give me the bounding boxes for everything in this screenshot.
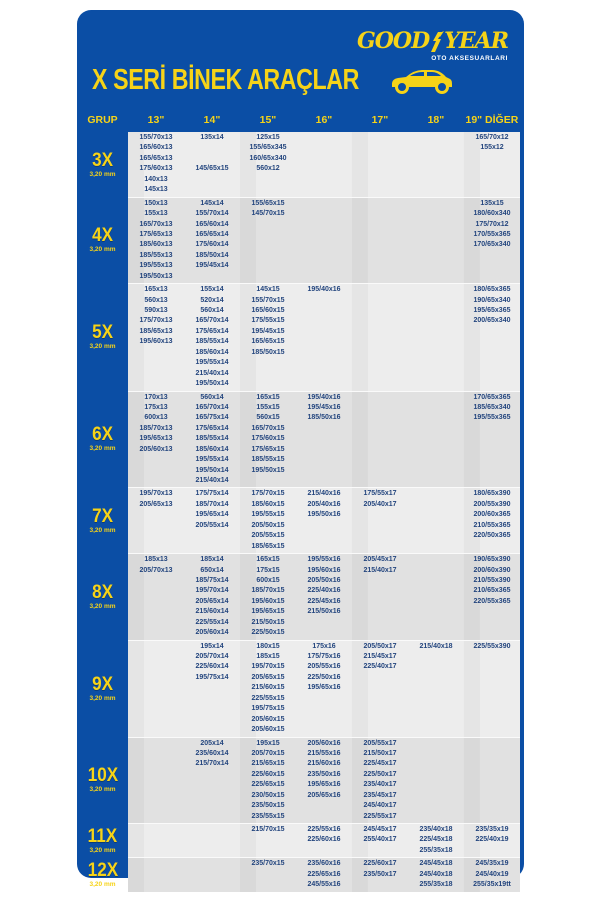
- size-cell: 255/40x17: [363, 836, 397, 844]
- size-cell: 175/70x12: [475, 220, 509, 228]
- group-name: 5X: [92, 322, 113, 344]
- size-cell: 145/70x15: [251, 210, 285, 218]
- logo-year-text: YEAR: [444, 28, 508, 54]
- size-cell: 225/60x17: [363, 860, 397, 868]
- size-cell: 205/50x17: [363, 642, 397, 650]
- size-cell: 215/40x18: [419, 642, 453, 650]
- size-cell: 155/70x14: [195, 210, 229, 218]
- size-cell: 205/60x13: [139, 445, 173, 453]
- size-cell: 195/45x16: [307, 403, 341, 411]
- size-cell: 155/70x13: [139, 134, 173, 141]
- size-cell: 245/40x19: [475, 870, 509, 878]
- size-cell: 165/60x13: [139, 144, 173, 152]
- size-cell: 215/65x15: [251, 760, 285, 768]
- group-name: 10X: [87, 765, 118, 787]
- size-cell: 165/60x14: [195, 220, 229, 228]
- size-cell: 205/55x17: [363, 739, 397, 747]
- size-cell: 165x15: [256, 393, 280, 401]
- size-cell: 195/70x15: [251, 663, 285, 671]
- size-cell: 195/50x16: [307, 511, 341, 519]
- size-cell: 195/75x15: [251, 705, 285, 713]
- size-cell: 195/45x14: [195, 262, 229, 270]
- size-cell: 235/50x15: [251, 802, 285, 810]
- size-cell: 225/50x15: [251, 629, 285, 637]
- size-cell: 180x15: [256, 642, 280, 650]
- group-label: [77, 132, 128, 197]
- size-cell: 225/65x16: [307, 870, 341, 878]
- group-label: [77, 283, 128, 390]
- size-cell: 225/45x18: [419, 836, 453, 844]
- size-cell: 225/50x17: [363, 770, 397, 778]
- size-cell: 170/55x365: [473, 230, 511, 238]
- size-cell: 195/55x15: [251, 511, 285, 519]
- group-gauge: 3,20 mm: [89, 694, 116, 702]
- size-cell: 200/60x390: [473, 566, 511, 574]
- size-cell: 185x15: [256, 653, 280, 660]
- size-cell: 235/70x15: [251, 860, 285, 868]
- size-cell: 165/70x15: [251, 424, 285, 432]
- size-cell: 225/40x17: [363, 663, 397, 671]
- size-cell: 195/70x13: [139, 490, 173, 498]
- group-name: 4X: [92, 225, 113, 247]
- size-cell: 165/65x15: [251, 338, 285, 346]
- size-cell: 235/40x18: [419, 826, 453, 833]
- size-cell: 195/75x14: [195, 673, 229, 681]
- size-cell: 195/65x15: [251, 608, 285, 616]
- size-cell: 205/60x15: [251, 715, 285, 723]
- size-cell: 235/40x17: [363, 781, 397, 789]
- size-cell: 175/65x13: [139, 230, 173, 238]
- group-row-4x: [77, 197, 520, 284]
- size-cell: 200/55x390: [473, 500, 511, 508]
- size-cell: 195/40x16: [307, 393, 341, 401]
- column-header-15: 15": [259, 114, 277, 126]
- size-cell: 205/65x14: [195, 597, 229, 605]
- size-cell: 255/35x19tt: [473, 881, 511, 889]
- size-cell: 225/60x14: [195, 663, 229, 671]
- size-cell: 185/55x14: [195, 435, 229, 443]
- size-cell: 205/65x13: [139, 500, 173, 508]
- page-title: X SERİ BİNEK ARAÇLAR: [92, 64, 359, 96]
- size-cell: 175/55x17: [363, 490, 397, 498]
- size-cell: 185x14: [200, 556, 224, 564]
- group-name: 6X: [92, 424, 113, 446]
- column-header-14: 14": [203, 114, 221, 126]
- size-cell: 150x13: [144, 199, 168, 207]
- size-cell: 175/60x15: [251, 435, 285, 443]
- size-cell: 200/65x340: [473, 317, 511, 325]
- size-cell: 175/70x15: [251, 490, 285, 498]
- size-cell: 560x13: [144, 296, 168, 304]
- size-cell: 195/50x13: [139, 272, 173, 280]
- size-cell: 235/45x17: [363, 791, 397, 799]
- size-cell: 200/60x365: [473, 511, 511, 519]
- size-cell: 145x13: [144, 186, 168, 194]
- size-cell: 225/40x16: [307, 587, 341, 595]
- size-table: [77, 132, 520, 892]
- size-cell: 195/65x16: [307, 684, 341, 692]
- size-cell: 235/60x14: [195, 749, 229, 757]
- size-cell: 225/60x15: [251, 770, 285, 778]
- group-label: [77, 857, 128, 891]
- size-cell: 205/55x16: [307, 663, 341, 671]
- size-cell: 195/65x16: [307, 781, 341, 789]
- size-cell: 235/55x15: [251, 812, 285, 820]
- size-cell: 185/50x16: [307, 414, 341, 422]
- size-cell: 155/65x15: [251, 199, 285, 207]
- size-cell: 205/50x15: [251, 521, 285, 529]
- size-cell: 245/35x19: [475, 860, 509, 868]
- size-cell: 205/45x17: [363, 556, 397, 564]
- size-cell: 155/65x345: [249, 144, 287, 152]
- size-cell: 195/55x365: [473, 414, 511, 422]
- group-row-7x: [77, 487, 520, 553]
- size-cell: 255/35x18: [419, 881, 453, 889]
- size-cell: 205/40x16: [307, 500, 341, 508]
- size-cell: 225/55x390: [473, 642, 511, 650]
- size-cell: 195/70x14: [195, 587, 229, 595]
- size-cell: 205/55x15: [251, 532, 285, 540]
- size-cell: 215/70x14: [195, 760, 229, 768]
- size-cell: 155x15: [256, 403, 280, 411]
- size-cell: 205x14: [200, 739, 224, 747]
- size-cell: 185/55x14: [195, 338, 229, 346]
- size-cell: 230/50x15: [251, 791, 285, 799]
- size-cell: 235/50x16: [307, 770, 341, 778]
- size-cell: 225/55x17: [363, 812, 397, 820]
- group-gauge: 3,20 mm: [89, 880, 116, 888]
- size-cell: 225/45x17: [363, 760, 397, 768]
- brand-logo: [357, 30, 508, 62]
- size-cell: 155x13: [144, 210, 168, 218]
- size-cell: 190/65x340: [473, 296, 511, 304]
- size-cell: 195/55x13: [139, 262, 173, 270]
- size-cell: 215/70x15: [251, 826, 285, 833]
- size-cell: 175x16: [312, 642, 336, 650]
- size-cell: 195/55x16: [307, 556, 341, 564]
- size-cell: 180/60x340: [473, 210, 511, 218]
- size-cell: 165/70x12: [475, 134, 509, 141]
- size-cell: 165x13: [144, 286, 168, 294]
- group-row-12x: [77, 857, 520, 891]
- size-cell: 175/70x13: [139, 317, 173, 325]
- size-cell: 205/65x15: [251, 673, 285, 681]
- group-gauge: 3,20 mm: [89, 602, 116, 610]
- size-cell: 225/60x16: [307, 836, 341, 844]
- size-cell: 205/60x14: [195, 629, 229, 637]
- size-cell: 245/45x18: [419, 860, 453, 868]
- size-cell: 155x14: [200, 286, 224, 294]
- size-cell: 185/70x15: [251, 587, 285, 595]
- group-name: 3X: [92, 149, 113, 171]
- size-cell: 185/65x13: [139, 327, 173, 335]
- size-cell: 165/65x13: [139, 154, 173, 162]
- size-cell: 205/50x16: [307, 576, 341, 584]
- size-cell: 195/50x14: [195, 466, 229, 474]
- car-icon: [390, 67, 454, 95]
- column-header-19-diger: 19" DİĞER: [465, 114, 519, 126]
- size-cell: 215/60x16: [307, 760, 341, 768]
- size-cell: 235/50x17: [363, 870, 397, 878]
- size-cell: 520x14: [200, 296, 224, 304]
- group-cells: [128, 197, 520, 284]
- size-cell: 225/65x15: [251, 781, 285, 789]
- size-cell: 145/65x15: [195, 165, 229, 173]
- size-cell: 185/75x14: [195, 576, 229, 584]
- size-cell: 135x15: [480, 199, 504, 207]
- size-cell: 215/60x14: [195, 608, 229, 616]
- group-name: 9X: [92, 673, 113, 695]
- size-cell: 175/65x14: [195, 424, 229, 432]
- size-cell: 225/50x16: [307, 673, 341, 681]
- size-cell: 195/55x14: [195, 456, 229, 464]
- size-cell: 220/55x365: [473, 597, 511, 605]
- group-cells: [128, 283, 520, 390]
- size-cell: 175x15: [256, 566, 280, 574]
- group-label: [77, 553, 128, 640]
- size-cell: 205/40x17: [363, 500, 397, 508]
- size-cell: 205/70x13: [139, 566, 173, 574]
- size-cell: 165/70x13: [139, 220, 173, 228]
- size-cell: 195/65x365: [473, 307, 511, 314]
- group-gauge: 3,20 mm: [89, 170, 116, 178]
- size-cell: 225/40x19: [475, 836, 509, 844]
- size-cell: 225/55x14: [195, 618, 229, 626]
- size-cell: 185/55x13: [139, 251, 173, 259]
- size-cell: 245/40x17: [363, 802, 397, 810]
- group-name: 8X: [92, 581, 113, 603]
- size-cell: 155/70x15: [251, 296, 285, 304]
- size-cell: 215/40x14: [195, 477, 229, 484]
- size-cell: 195/60x16: [307, 566, 341, 574]
- size-cell: 165/75x14: [195, 414, 229, 422]
- group-cells: [128, 857, 520, 891]
- size-cell: 600x15: [256, 576, 280, 584]
- group-cells: [128, 391, 520, 488]
- group-label: [77, 197, 128, 284]
- size-cell: 650x14: [200, 566, 224, 574]
- size-cell: 165/65x14: [195, 230, 229, 238]
- size-cell: 160/65x340: [249, 154, 287, 162]
- column-header-16: 16": [315, 114, 333, 126]
- size-cell: 155x12: [480, 144, 504, 152]
- size-cell: 195/60x15: [251, 597, 285, 605]
- group-name: 11X: [87, 825, 118, 847]
- size-cell: 215/50x17: [363, 749, 397, 757]
- group-row-8x: [77, 553, 520, 640]
- size-cell: 245/55x16: [307, 881, 341, 889]
- size-cell: 600x13: [144, 414, 168, 422]
- size-cell: 235/60x16: [307, 860, 341, 868]
- size-cell: 195/65x14: [195, 511, 229, 519]
- size-cell: 225/55x15: [251, 694, 285, 702]
- size-cell: 245/40x18: [419, 870, 453, 878]
- size-cell: 205/60x15: [251, 726, 285, 734]
- group-label: [77, 823, 128, 857]
- size-cell: 185/65x15: [251, 542, 285, 550]
- size-cell: 145x15: [256, 286, 280, 294]
- group-row-11x: [77, 823, 520, 857]
- size-cell: 175/75x14: [195, 490, 229, 498]
- group-row-6x: [77, 391, 520, 488]
- size-cell: 210/55x365: [473, 521, 511, 529]
- size-cell: 195/50x15: [251, 466, 285, 474]
- logo-good-text: GOOD: [356, 28, 430, 54]
- size-cell: 175/60x14: [195, 241, 229, 249]
- group-gauge: 3,20 mm: [89, 846, 116, 854]
- group-name: 12X: [87, 859, 118, 881]
- size-cell: 185/60x14: [195, 348, 229, 356]
- size-cell: 185/65x340: [473, 403, 511, 411]
- size-cell: 175/60x13: [139, 165, 173, 173]
- size-cell: 170x13: [144, 393, 168, 401]
- group-row-10x: [77, 737, 520, 824]
- size-cell: 590x13: [144, 307, 168, 314]
- size-cell: 245/45x17: [363, 826, 397, 833]
- column-header-grup: GRUP: [87, 114, 118, 126]
- size-cell: 215/40x14: [195, 369, 229, 377]
- size-cell: 195x15: [256, 739, 280, 747]
- size-cell: 165/70x14: [195, 403, 229, 411]
- size-cell: 195/45x15: [251, 327, 285, 335]
- size-cell: 560x14: [200, 307, 224, 314]
- group-gauge: 3,20 mm: [89, 786, 116, 794]
- size-cell: 215/50x15: [251, 618, 285, 626]
- column-header-13: 13": [147, 114, 165, 126]
- size-cell: 140x13: [144, 175, 168, 183]
- group-label: [77, 391, 128, 488]
- title-row: [92, 66, 454, 95]
- group-label: [77, 737, 128, 824]
- size-cell: 215/50x16: [307, 608, 341, 616]
- size-cell: 180/65x365: [473, 286, 511, 294]
- size-cell: 185/70x13: [139, 424, 173, 432]
- size-cell: 195/40x16: [307, 286, 341, 294]
- size-cell: 560x15: [256, 414, 280, 422]
- size-cell: 185/50x14: [195, 251, 229, 259]
- group-row-9x: [77, 640, 520, 737]
- size-cell: 205/70x15: [251, 749, 285, 757]
- group-gauge: 3,20 mm: [89, 445, 116, 453]
- size-cell: 235/35x19: [475, 826, 509, 833]
- size-cell: 215/40x17: [363, 566, 397, 574]
- size-cell: 165/60x15: [251, 307, 285, 314]
- size-cell: 195x14: [200, 642, 224, 650]
- group-cells: [128, 823, 520, 857]
- group-gauge: 3,20 mm: [89, 246, 116, 254]
- goodyear-logo: [357, 30, 508, 52]
- size-cell: 225/55x16: [307, 826, 341, 833]
- size-cell: 195/55x14: [195, 359, 229, 367]
- brand-tagline: OTO AKSESUARLARI: [431, 55, 508, 62]
- size-cell: 225/45x16: [307, 597, 341, 605]
- size-cell: 175/75x16: [307, 653, 341, 660]
- size-cell: 125x15: [256, 134, 280, 141]
- wingfoot-icon: [428, 31, 445, 53]
- size-cell: 165x15: [256, 556, 280, 564]
- group-cells: [128, 132, 520, 197]
- size-cell: 175x13: [144, 403, 168, 411]
- size-cell: 195/60x13: [139, 338, 173, 346]
- group-cells: [128, 640, 520, 737]
- size-cell: 185/60x15: [251, 500, 285, 508]
- size-cell: 180/65x390: [473, 490, 511, 498]
- chart-panel: [77, 10, 524, 889]
- size-cell: 175/65x14: [195, 327, 229, 335]
- size-cell: 215/60x15: [251, 684, 285, 692]
- size-cell: 560x12: [256, 165, 280, 173]
- size-cell: 170/65x365: [473, 393, 511, 401]
- size-cell: 175/65x15: [251, 445, 285, 453]
- group-cells: [128, 553, 520, 640]
- group-label: [77, 487, 128, 553]
- size-cell: 205/65x16: [307, 791, 341, 799]
- size-cell: 145x14: [200, 199, 224, 207]
- size-cell: 560x14: [200, 393, 224, 401]
- size-cell: 170/65x340: [473, 241, 511, 249]
- group-row-5x: [77, 283, 520, 390]
- group-cells: [128, 737, 520, 824]
- size-cell: 205/70x14: [195, 653, 229, 660]
- group-label: [77, 640, 128, 737]
- size-cell: 185x13: [144, 556, 168, 564]
- size-cell: 185/60x13: [139, 241, 173, 249]
- group-gauge: 3,20 mm: [89, 526, 116, 534]
- size-cell: 185/55x15: [251, 456, 285, 464]
- size-cell: 190/65x390: [473, 556, 511, 564]
- group-row-3x: [77, 132, 520, 197]
- size-cell: 210/65x365: [473, 587, 511, 595]
- size-cell: 220/50x365: [473, 532, 511, 540]
- column-header-row: [77, 111, 524, 129]
- column-header-17: 17": [371, 114, 389, 126]
- size-cell: 205/60x16: [307, 739, 341, 747]
- group-name: 7X: [92, 505, 113, 527]
- size-cell: 215/40x16: [307, 490, 341, 498]
- size-cell: 215/55x16: [307, 749, 341, 757]
- size-cell: 135x14: [200, 134, 224, 141]
- group-cells: [128, 487, 520, 553]
- size-cell: 205/55x14: [195, 521, 229, 529]
- group-gauge: 3,20 mm: [89, 343, 116, 351]
- size-cell: 175/55x15: [251, 317, 285, 325]
- size-cell: 185/50x15: [251, 348, 285, 356]
- size-cell: 195/65x13: [139, 435, 173, 443]
- size-cell: 165/70x14: [195, 317, 229, 325]
- size-cell: 210/55x390: [473, 576, 511, 584]
- size-cell: 185/70x14: [195, 500, 229, 508]
- size-cell: 185/60x14: [195, 445, 229, 453]
- size-cell: 215/45x17: [363, 653, 397, 660]
- size-cell: 195/50x14: [195, 380, 229, 388]
- size-cell: 255/35x18: [419, 846, 453, 854]
- column-header-18: 18": [427, 114, 445, 126]
